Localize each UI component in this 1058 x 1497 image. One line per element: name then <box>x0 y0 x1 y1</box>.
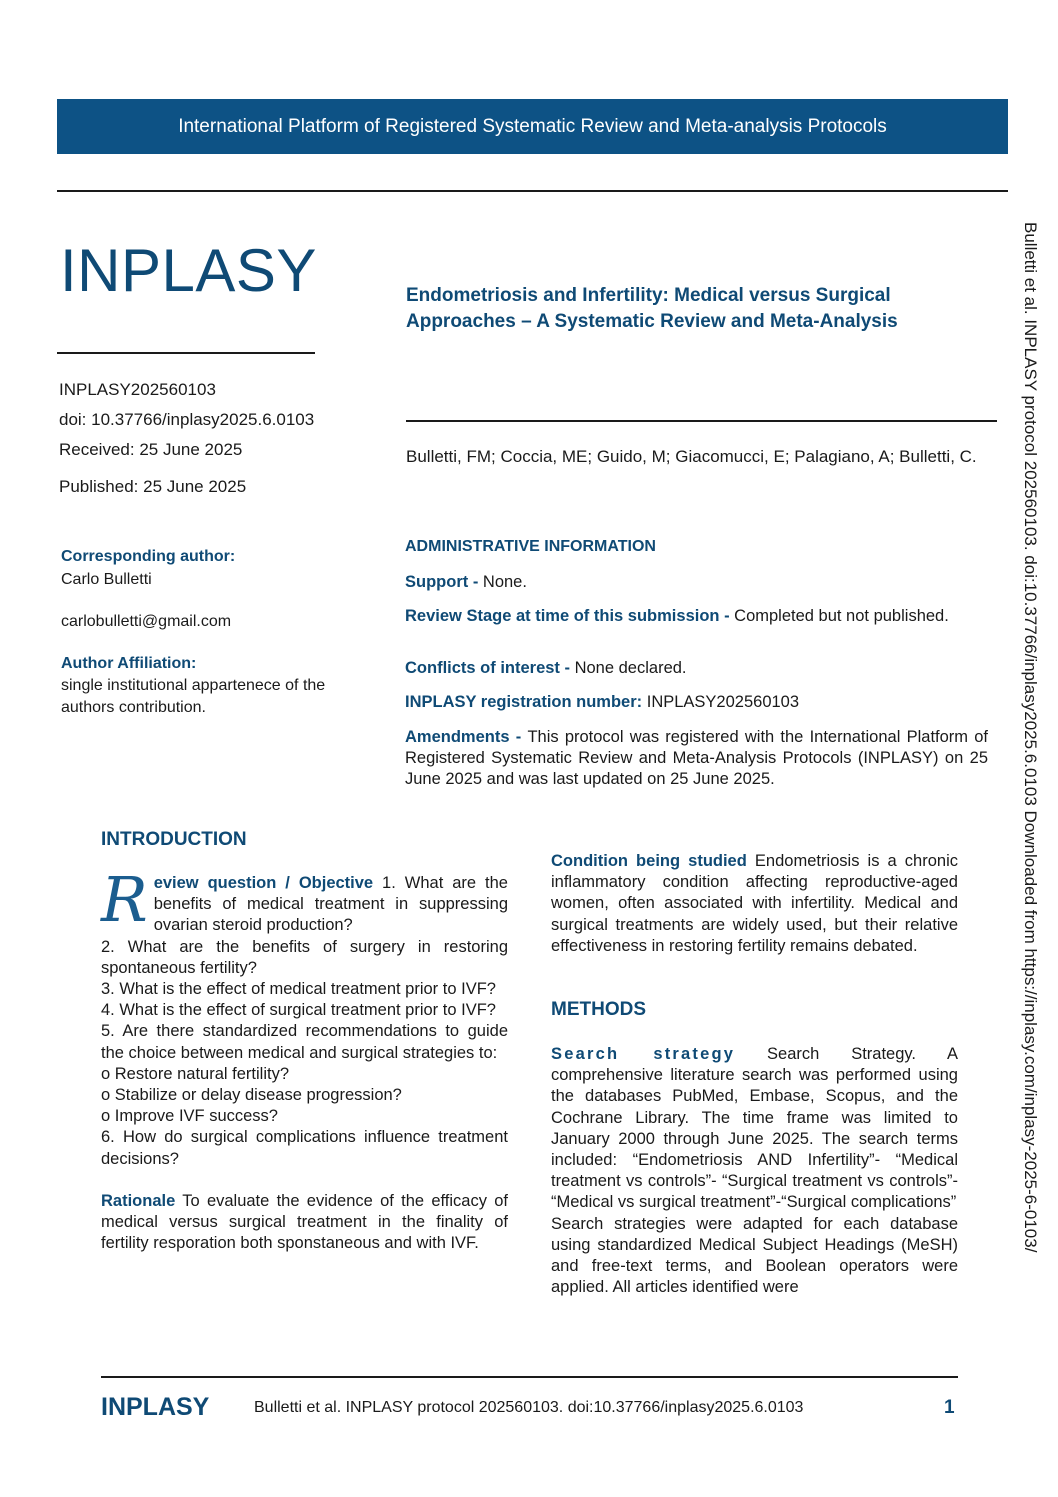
top-rule <box>57 190 1008 192</box>
conflicts-row <box>405 658 988 679</box>
conflicts-label: Conflicts of interest - <box>405 659 575 677</box>
amendments-row <box>405 727 988 790</box>
affiliation-text: single institutional appartenece of the authors contribution. <box>61 677 326 716</box>
published-date: Published: 25 June 2025 <box>59 477 247 496</box>
question-item: 2. What are the benefits of surgery in restoring spontaneous fertility? <box>101 937 508 977</box>
inplasy-logo: INPLASY <box>60 237 317 304</box>
condition-paragraph <box>551 851 958 957</box>
doi-text[interactable]: doi: 10.37766/inplasy2025.6.0103 <box>59 410 315 429</box>
received-date: Received: 25 June 2025 <box>59 440 243 459</box>
page-number: 1 <box>944 1397 955 1418</box>
corresponding-author-email[interactable]: carlobulletti@gmail.com <box>61 613 232 630</box>
vertical-download-note[interactable]: Bulletti et al. INPLASY protocol 202560103. doi:10.37766/inplasy2025.6.0103 Downloaded from https://inplasy.com/inplasy-2025-6-0103/ <box>1021 222 1040 1253</box>
footer-logo: INPLASY <box>101 1393 210 1421</box>
amendments-label: Amendments - <box>405 728 528 746</box>
support-label: Support - <box>405 573 483 591</box>
logo-underline <box>57 352 315 354</box>
rationale-label: Rationale <box>101 1191 176 1210</box>
registration-label: INPLASY registration number: <box>405 693 647 711</box>
question-item: 6. How do surgical complications influence treatment decisions? <box>101 1128 508 1168</box>
search-strategy-label: Search strategy <box>551 1045 736 1063</box>
introduction-heading: INTRODUCTION <box>101 829 247 850</box>
registration-row <box>405 692 988 713</box>
question-item: 5. Are there standardized recommendations to guide the choice between medical and surgical strategies to: <box>101 1022 508 1062</box>
registration-value: INPLASY202560103 <box>646 693 800 711</box>
condition-label: Condition being studied <box>551 852 747 870</box>
amendments-value: This protocol was registered with the International Platform of Registered Systematic Review and Meta-Analysis Protocols (INPLASY) on 25 June 2025 and was last updated on 25 June 2025. <box>405 728 988 788</box>
condition-text: Endometriosis is a chronic inflammatory condition affecting reproductive-aged women, often associated with infertility. Medical and surgical treatments are widely used, but their relative effectiveness in restoring fertility remains debated. <box>551 852 959 955</box>
affiliation-heading: Author Affiliation: <box>61 655 197 672</box>
support-value: None. <box>482 573 527 591</box>
rationale-paragraph <box>101 1191 508 1255</box>
title-underline <box>406 420 997 422</box>
review-stage-label: Review Stage at time of this submission - <box>405 607 735 625</box>
corresponding-author-name: Carlo Bulletti <box>61 571 152 588</box>
search-strategy-text: Search Strategy. A comprehensive literature search was performed using the databases PubMed, Embase, Scopus, and the Cochrane Library. The time frame was limited to January 2000 through June 2025. The search terms included: “Endometriosis AND Infertility”- “Medical treatment vs controls”- “Surgical treatment vs controls”- “Medical vs surgical treatment”-“Surgical complications” <box>551 1045 958 1212</box>
search-strategy-text-2: Search strategies were adapted for each database using standardized Medical Subject Headings (MeSH) and free-text terms, and Boolean operators were applied. All articles identified were <box>551 1214 958 1297</box>
introduction-column <box>101 863 508 1254</box>
question-item: 4. What is the effect of surgical treatment prior to IVF? <box>101 1001 496 1020</box>
question-item: o Restore natural fertility? <box>101 1064 290 1083</box>
corresponding-author-heading: Corresponding author: <box>61 548 236 565</box>
author-list: Bulletti, FM; Coccia, ME; Guido, M; Giacomucci, E; Palagiano, A; Bulletti, C. <box>406 447 977 466</box>
methods-heading: METHODS <box>551 999 646 1020</box>
conflicts-value: None declared. <box>574 659 687 677</box>
review-question-label: eview question / Objective <box>153 874 374 892</box>
search-strategy-paragraph <box>551 1044 958 1298</box>
paper-title: Endometriosis and Infertility: Medical versus Surgical Approaches – A Systematic Review and Meta-Analysis <box>406 285 898 332</box>
footer-rule <box>101 1376 958 1378</box>
review-stage-value: Completed but not published. <box>734 607 949 625</box>
footer-citation: Bulletti et al. INPLASY protocol 202560103. doi:10.37766/inplasy2025.6.0103 <box>254 1399 804 1416</box>
review-stage-row <box>405 606 988 627</box>
rationale-text: To evaluate the evidence of the efficacy of medical versus surgical treatment in the finality of fertility resporation both sponstaneous and with IVF. <box>101 1191 508 1253</box>
question-item: o Stabilize or delay disease progression? <box>101 1086 402 1105</box>
platform-banner <box>57 99 1008 154</box>
support-row <box>405 572 988 593</box>
banner-text: International Platform of Registered Systematic Review and Meta-analysis Protocols <box>178 115 887 137</box>
question-item: 3. What is the effect of medical treatment prior to IVF? <box>101 980 496 999</box>
question-item: o Improve IVF success? <box>101 1107 278 1126</box>
review-question-text: 1. What are the benefits of medical treatment in suppressing ovarian steroid production? <box>153 874 508 935</box>
dropcap-letter: R <box>101 863 148 936</box>
protocol-id: INPLASY202560103 <box>59 380 216 399</box>
admin-info-heading: ADMINISTRATIVE INFORMATION <box>405 538 656 555</box>
